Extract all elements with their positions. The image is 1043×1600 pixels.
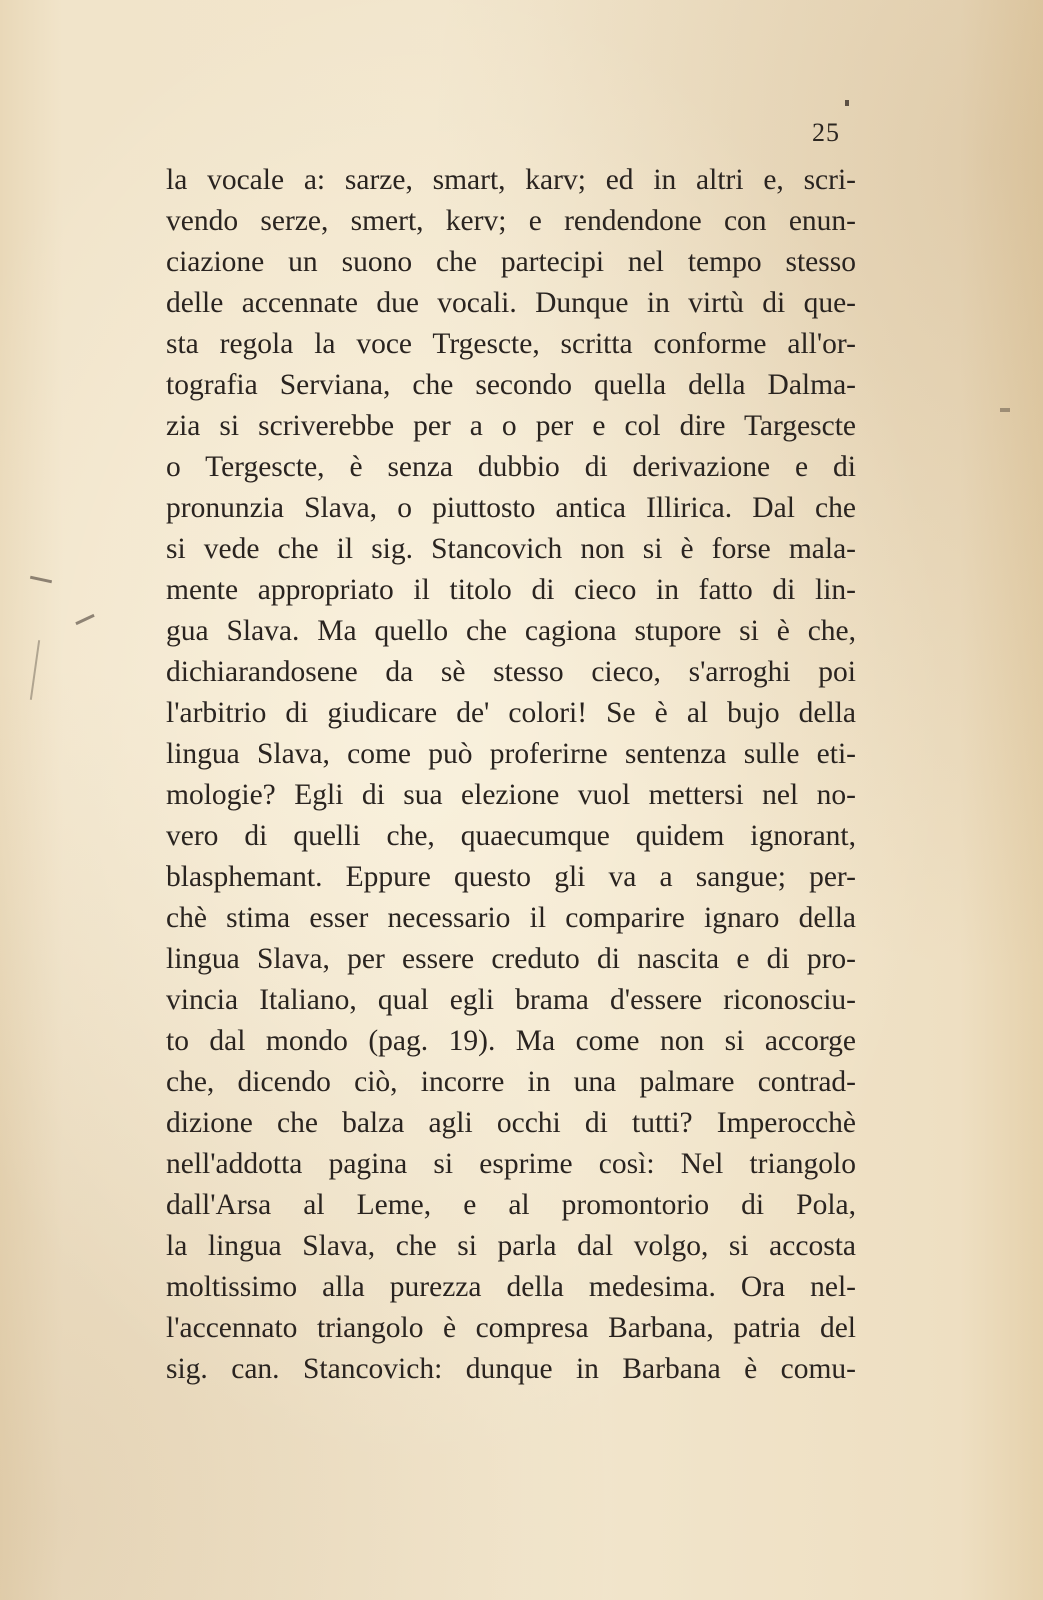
text-line: tografia Serviana, che secondo quella della Dalma- bbox=[166, 369, 856, 401]
text-line: mente appropriato il titolo di cieco in fatto di lin- bbox=[166, 574, 856, 606]
text-line: dichiarandosene da sè stesso cieco, s'arroghi poi bbox=[166, 656, 856, 688]
text-line: blasphemant. Eppure questo gli va a sangue; per- bbox=[166, 861, 856, 893]
text-line: to dal mondo (pag. 19). Ma come non si accorge bbox=[166, 1025, 856, 1057]
text-line: la vocale a: sarze, smart, karv; ed in altri e, scri- bbox=[166, 164, 856, 196]
text-line: sta regola la voce Trgescte, scritta conforme all'or- bbox=[166, 328, 856, 360]
text-line: che, dicendo ciò, incorre in una palmare contrad- bbox=[166, 1066, 856, 1098]
ink-mark bbox=[75, 614, 94, 625]
text-line: pronunzia Slava, o piuttosto antica Illirica. Dal che bbox=[166, 492, 856, 524]
text-line: la lingua Slava, che si parla dal volgo, si accosta bbox=[166, 1230, 856, 1262]
ink-mark bbox=[1000, 408, 1010, 412]
text-line: delle accennate due vocali. Dunque in virtù di que- bbox=[166, 287, 856, 319]
page-number: 25 bbox=[812, 118, 840, 147]
text-line: si vede che il sig. Stancovich non si è forse mala- bbox=[166, 533, 856, 565]
text-line: gua Slava. Ma quello che cagiona stupore si è che, bbox=[166, 615, 856, 647]
text-line: sig. can. Stancovich: dunque in Barbana è comu- bbox=[166, 1353, 856, 1385]
text-line: chè stima esser necessario il comparire ignaro della bbox=[166, 902, 856, 934]
text-line: o Tergescte, è senza dubbio di derivazione e di bbox=[166, 451, 856, 483]
text-line: mologie? Egli di sua elezione vuol mettersi nel no- bbox=[166, 779, 856, 811]
body-text bbox=[166, 160, 856, 1390]
text-line: vincia Italiano, qual egli brama d'essere riconosciu- bbox=[166, 984, 856, 1016]
text-line: l'arbitrio di giudicare de' colori! Se è al bujo della bbox=[166, 697, 856, 729]
text-line: lingua Slava, come può proferirne sentenza sulle eti- bbox=[166, 738, 856, 770]
text-line: vendo serze, smert, kerv; e rendendone con enun- bbox=[166, 205, 856, 237]
ink-mark bbox=[30, 576, 52, 584]
text-line: ciazione un suono che partecipi nel tempo stesso bbox=[166, 246, 856, 278]
text-line: nell'addotta pagina si esprime così: Nel triangolo bbox=[166, 1148, 856, 1180]
text-line: vero di quelli che, quaecumque quidem ignorant, bbox=[166, 820, 856, 852]
ink-mark bbox=[30, 640, 40, 700]
text-line: zia si scriverebbe per a o per e col dire Targescte bbox=[166, 410, 856, 442]
text-line: lingua Slava, per essere creduto di nascita e di pro- bbox=[166, 943, 856, 975]
ink-mark bbox=[845, 100, 849, 106]
text-line: dizione che balza agli occhi di tutti? Imperocchè bbox=[166, 1107, 856, 1139]
text-line: l'accennato triangolo è compresa Barbana, patria del bbox=[166, 1312, 856, 1344]
text-line: moltissimo alla purezza della medesima. Ora nel- bbox=[166, 1271, 856, 1303]
text-line: dall'Arsa al Leme, e al promontorio di Pola, bbox=[166, 1189, 856, 1221]
